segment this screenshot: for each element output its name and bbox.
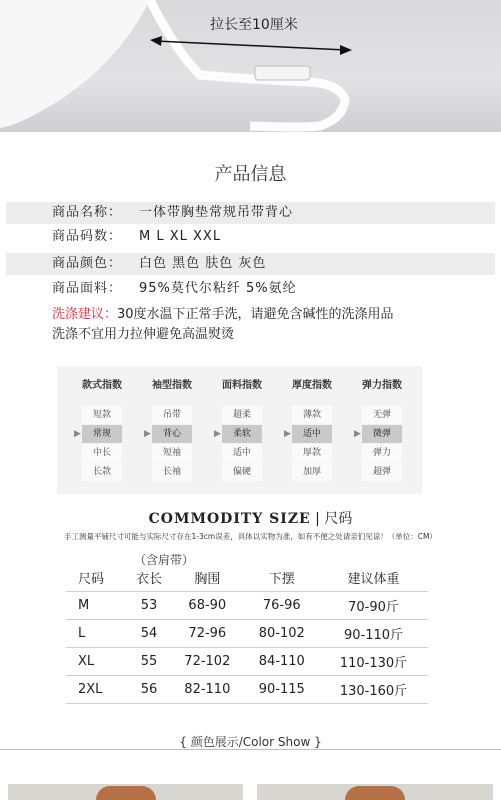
table-cell: 76-96 <box>245 592 319 620</box>
index-option: 短款 <box>82 406 122 425</box>
col-header: 尺码 <box>66 564 128 592</box>
info-label: 商品名称： <box>52 205 123 220</box>
index-option: 加厚 <box>292 463 332 482</box>
table-row <box>66 648 428 676</box>
index-title: 厚度指数 <box>292 380 332 391</box>
title-separator: | <box>315 511 325 527</box>
info-row-color <box>6 253 495 275</box>
table-cell: 110-130斤 <box>319 648 428 676</box>
table-cell: M <box>66 592 128 620</box>
table-cell: 82-110 <box>170 676 244 704</box>
index-title: 弹力指数 <box>362 380 402 391</box>
table-row <box>66 592 428 620</box>
wash-advice <box>52 305 482 345</box>
table-row <box>66 676 428 704</box>
index-option-selected: 适中 <box>292 425 332 444</box>
selector-arrow-icon: ▶ <box>214 429 221 439</box>
info-value: 白色 黑色 肤色 灰色 <box>139 256 267 271</box>
table-cell: 90-110斤 <box>319 620 428 648</box>
product-photo-strap <box>0 0 501 132</box>
size-table <box>66 564 428 704</box>
size-title-en: COMMODITY SIZE <box>148 511 311 527</box>
col-header: 胸围 <box>170 564 244 592</box>
shoulder-note: （含肩带） <box>134 553 195 567</box>
index-title: 面料指数 <box>222 380 262 391</box>
table-cell: L <box>66 620 128 648</box>
strap-adjuster <box>255 66 310 80</box>
info-row-size <box>6 226 495 248</box>
selector-arrow-icon: ▶ <box>144 429 151 439</box>
table-cell: 130-160斤 <box>319 676 428 704</box>
info-row-fabric <box>6 278 495 300</box>
index-option-selected: 柔软 <box>222 425 262 444</box>
brace-right: } <box>314 735 322 749</box>
info-label: 商品码数： <box>52 229 123 244</box>
index-option: 无弹 <box>362 406 402 425</box>
wash-label: 洗涤建议： <box>52 307 118 322</box>
info-label: 商品颜色： <box>52 256 123 271</box>
index-option: 适中 <box>222 444 262 463</box>
col-header: 下摆 <box>245 564 319 592</box>
arrow-right-head <box>340 45 352 55</box>
table-cell: 90-115 <box>245 676 319 704</box>
index-option: 偏硬 <box>222 463 262 482</box>
index-option: 超柔 <box>222 406 262 425</box>
table-cell: 84-110 <box>245 648 319 676</box>
index-option: 弹力 <box>362 444 402 463</box>
size-note: 手工测量平铺尺寸可能与实际尺寸存在1-3cm误差，具体以实物为准，如有不便之处请亲们见谅！（单位：CM） <box>64 532 437 541</box>
index-option: 薄款 <box>292 406 332 425</box>
size-title-cn: 尺码 <box>324 511 353 527</box>
table-cell: 54 <box>128 620 170 648</box>
index-title: 款式指数 <box>82 380 122 391</box>
info-value: 一体带胸垫常规吊带背心 <box>139 205 294 220</box>
index-option: 长袖 <box>152 463 192 482</box>
model-hair-left <box>96 786 156 800</box>
index-option: 长款 <box>82 463 122 482</box>
table-cell: 70-90斤 <box>319 592 428 620</box>
table-cell: 72-96 <box>170 620 244 648</box>
index-panel <box>57 366 422 494</box>
info-row-name <box>6 202 495 224</box>
index-option: 中长 <box>82 444 122 463</box>
index-option-selected: 背心 <box>152 425 192 444</box>
selector-arrow-icon: ▶ <box>284 429 291 439</box>
table-cell: 68-90 <box>170 592 244 620</box>
index-option: 吊带 <box>152 406 192 425</box>
index-option: 超弹 <box>362 463 402 482</box>
col-header: 衣长 <box>128 564 170 592</box>
color-show-heading <box>0 733 501 750</box>
index-option: 短袖 <box>152 444 192 463</box>
col-header: 建议体重 <box>319 564 428 592</box>
table-cell: 56 <box>128 676 170 704</box>
garment-shape <box>0 0 150 128</box>
brace-left: { <box>179 735 187 749</box>
section-title-product-info: 产品信息 <box>214 164 287 185</box>
table-cell: 2XL <box>66 676 128 704</box>
color-show-label: 颜色展示/Color Show <box>190 735 311 749</box>
info-value: M L XL XXL <box>139 229 222 244</box>
index-option-selected: 常规 <box>82 425 122 444</box>
wash-line1: 30度水温下正常手洗，请避免含碱性的洗涤用品 <box>117 307 394 322</box>
table-cell: 72-102 <box>170 648 244 676</box>
table-cell: 80-102 <box>245 620 319 648</box>
wash-line2: 洗涤不宜用力拉伸避免高温熨烫 <box>52 327 235 342</box>
table-cell: XL <box>66 648 128 676</box>
stretch-note: 拉长至10厘米 <box>210 17 298 33</box>
arrow-left-head <box>150 36 162 46</box>
info-label: 商品面料： <box>52 281 123 296</box>
info-value: 95%莫代尔粘纤 5%氨纶 <box>139 281 297 296</box>
table-cell: 53 <box>128 592 170 620</box>
index-title: 袖型指数 <box>152 380 192 391</box>
table-cell: 55 <box>128 648 170 676</box>
size-table-header <box>66 564 428 592</box>
selector-arrow-icon: ▶ <box>354 429 361 439</box>
table-row <box>66 620 428 648</box>
length-arrow-line <box>156 41 346 50</box>
size-chart-title <box>0 508 501 528</box>
index-option-selected: 微弹 <box>362 425 402 444</box>
model-hair-right <box>345 786 405 800</box>
index-option: 厚款 <box>292 444 332 463</box>
selector-arrow-icon: ▶ <box>74 429 81 439</box>
